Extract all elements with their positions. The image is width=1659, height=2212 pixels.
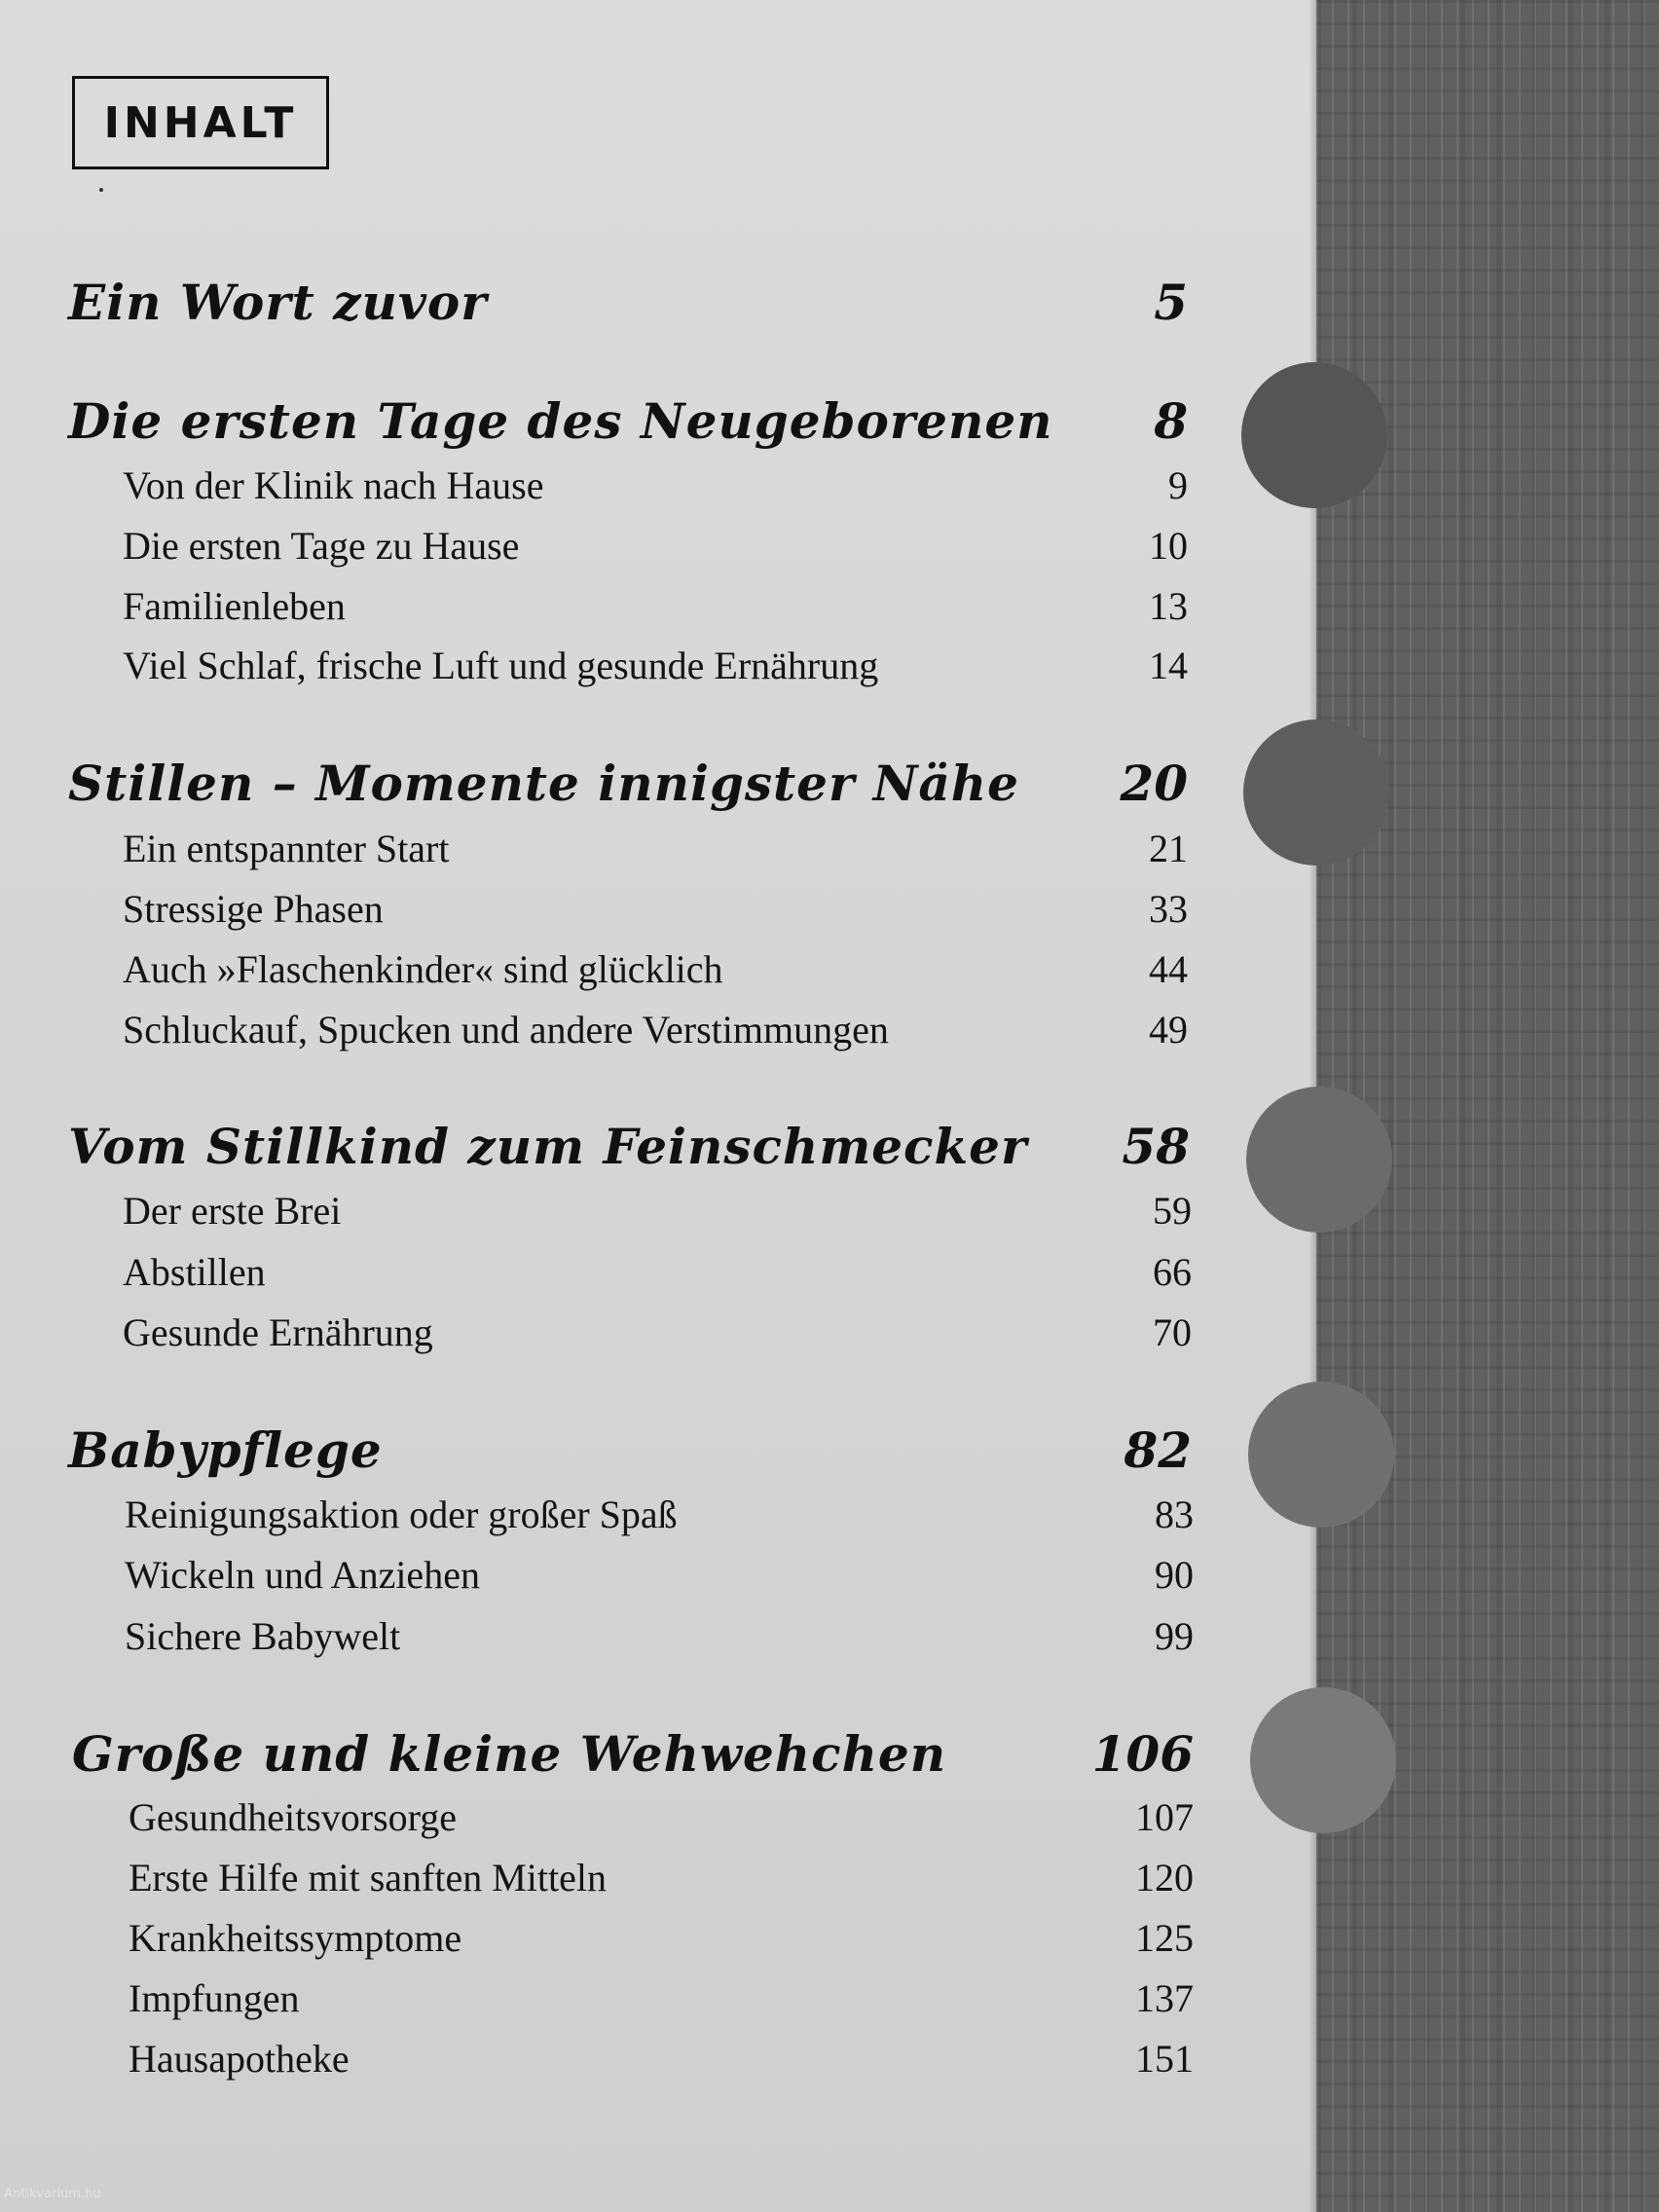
section-entry[interactable] bbox=[125, 1549, 1194, 1602]
section-page: 44 bbox=[1149, 947, 1188, 991]
section-entry[interactable] bbox=[125, 1489, 1194, 1541]
chapter-thumb-tab bbox=[1248, 1382, 1394, 1528]
section-title: Gesundheitsvorsorge bbox=[129, 1795, 457, 1839]
contents-header-label: INHALT bbox=[103, 97, 298, 148]
section-page: 21 bbox=[1149, 827, 1188, 870]
section-entry[interactable] bbox=[123, 640, 1188, 692]
section-title: Die ersten Tage zu Hause bbox=[123, 524, 520, 568]
chapter-page: 5 bbox=[1154, 274, 1188, 331]
chapter-entry[interactable] bbox=[68, 750, 1188, 818]
section-page: 107 bbox=[1135, 1795, 1194, 1839]
section-page: 120 bbox=[1135, 1856, 1194, 1899]
chapter-entry[interactable] bbox=[72, 1720, 1194, 1788]
chapter-thumb-tab bbox=[1243, 719, 1389, 866]
section-title: Abstillen bbox=[123, 1250, 266, 1294]
section-entry[interactable] bbox=[123, 823, 1188, 875]
section-title: Stressige Phasen bbox=[123, 887, 384, 931]
chapter-page: 20 bbox=[1120, 755, 1188, 812]
section-entry[interactable] bbox=[125, 1610, 1194, 1663]
section-title: Erste Hilfe mit sanften Mitteln bbox=[129, 1856, 607, 1899]
section-title: Hausapotheke bbox=[129, 2037, 350, 2081]
section-title: Schluckauf, Spucken und andere Verstimmungen bbox=[123, 1008, 889, 1051]
section-entry[interactable] bbox=[123, 1246, 1192, 1299]
section-page: 33 bbox=[1149, 887, 1188, 931]
section-entry[interactable] bbox=[129, 1972, 1194, 2025]
section-entry[interactable] bbox=[123, 883, 1188, 936]
contents-header bbox=[72, 76, 329, 169]
chapter-page: 58 bbox=[1122, 1118, 1190, 1175]
chapter-title: Große und kleine Wehwehchen bbox=[72, 1725, 947, 1783]
section-title: Ein entspannter Start bbox=[123, 827, 450, 870]
section-entry[interactable] bbox=[129, 1791, 1194, 1844]
section-page: 66 bbox=[1153, 1250, 1192, 1294]
section-entry[interactable] bbox=[123, 1307, 1192, 1359]
section-entry[interactable] bbox=[123, 1185, 1192, 1237]
chapter-title: Die ersten Tage des Neugeborenen bbox=[68, 392, 1053, 450]
print-dot bbox=[99, 188, 103, 192]
chapter-title: Vom Stillkind zum Feinschmecker bbox=[68, 1118, 1028, 1175]
section-page: 137 bbox=[1135, 1976, 1194, 2020]
chapter-thumb-tab bbox=[1241, 362, 1387, 508]
section-title: Auch »Flaschenkinder« sind glücklich bbox=[123, 947, 723, 991]
section-page: 151 bbox=[1135, 2037, 1194, 2081]
chapter-thumb-tab bbox=[1250, 1687, 1396, 1833]
chapter-page: 8 bbox=[1154, 392, 1188, 450]
section-title: Wickeln und Anziehen bbox=[125, 1553, 480, 1597]
chapter-entry[interactable] bbox=[68, 269, 1188, 337]
chapter-entry[interactable] bbox=[68, 1417, 1192, 1485]
section-page: 59 bbox=[1153, 1189, 1192, 1233]
chapter-entry[interactable] bbox=[68, 387, 1188, 456]
section-page: 49 bbox=[1149, 1008, 1188, 1051]
section-title: Reinigungsaktion oder großer Spaß bbox=[125, 1493, 678, 1536]
section-entry[interactable] bbox=[123, 943, 1188, 996]
section-entry[interactable] bbox=[123, 460, 1188, 512]
section-page: 9 bbox=[1168, 463, 1188, 507]
section-title: Familienleben bbox=[123, 584, 346, 628]
chapter-title: Stillen – Momente innigster Nähe bbox=[68, 755, 1019, 812]
section-entry[interactable] bbox=[123, 520, 1188, 572]
watermark: Antikvarium.hu bbox=[4, 2187, 101, 2201]
section-title: Von der Klinik nach Hause bbox=[123, 463, 544, 507]
section-page: 125 bbox=[1135, 1916, 1194, 1960]
chapter-entry[interactable] bbox=[68, 1113, 1190, 1181]
section-entry[interactable] bbox=[129, 1852, 1194, 1904]
section-title: Krankheitssymptome bbox=[129, 1916, 462, 1960]
section-page: 10 bbox=[1149, 524, 1188, 568]
section-title: Impfungen bbox=[129, 1976, 300, 2020]
section-entry[interactable] bbox=[123, 580, 1188, 633]
section-page: 99 bbox=[1155, 1614, 1194, 1658]
section-title: Der erste Brei bbox=[123, 1189, 342, 1233]
section-title: Sichere Babywelt bbox=[125, 1614, 401, 1658]
chapter-title: Ein Wort zuvor bbox=[68, 274, 488, 331]
section-page: 83 bbox=[1155, 1493, 1194, 1536]
section-page: 13 bbox=[1149, 584, 1188, 628]
section-entry[interactable] bbox=[129, 2033, 1194, 2085]
section-title: Gesunde Ernährung bbox=[123, 1310, 433, 1354]
section-title: Viel Schlaf, frische Luft und gesunde Ernährung bbox=[123, 644, 879, 687]
chapter-title: Babypflege bbox=[68, 1421, 383, 1479]
section-page: 90 bbox=[1155, 1553, 1194, 1597]
chapter-page: 106 bbox=[1091, 1725, 1194, 1783]
section-page: 14 bbox=[1149, 644, 1188, 687]
section-entry[interactable] bbox=[129, 1912, 1194, 1965]
chapter-thumb-tab bbox=[1246, 1087, 1392, 1233]
section-page: 70 bbox=[1153, 1310, 1192, 1354]
chapter-page: 82 bbox=[1124, 1421, 1192, 1479]
section-entry[interactable] bbox=[123, 1004, 1188, 1056]
